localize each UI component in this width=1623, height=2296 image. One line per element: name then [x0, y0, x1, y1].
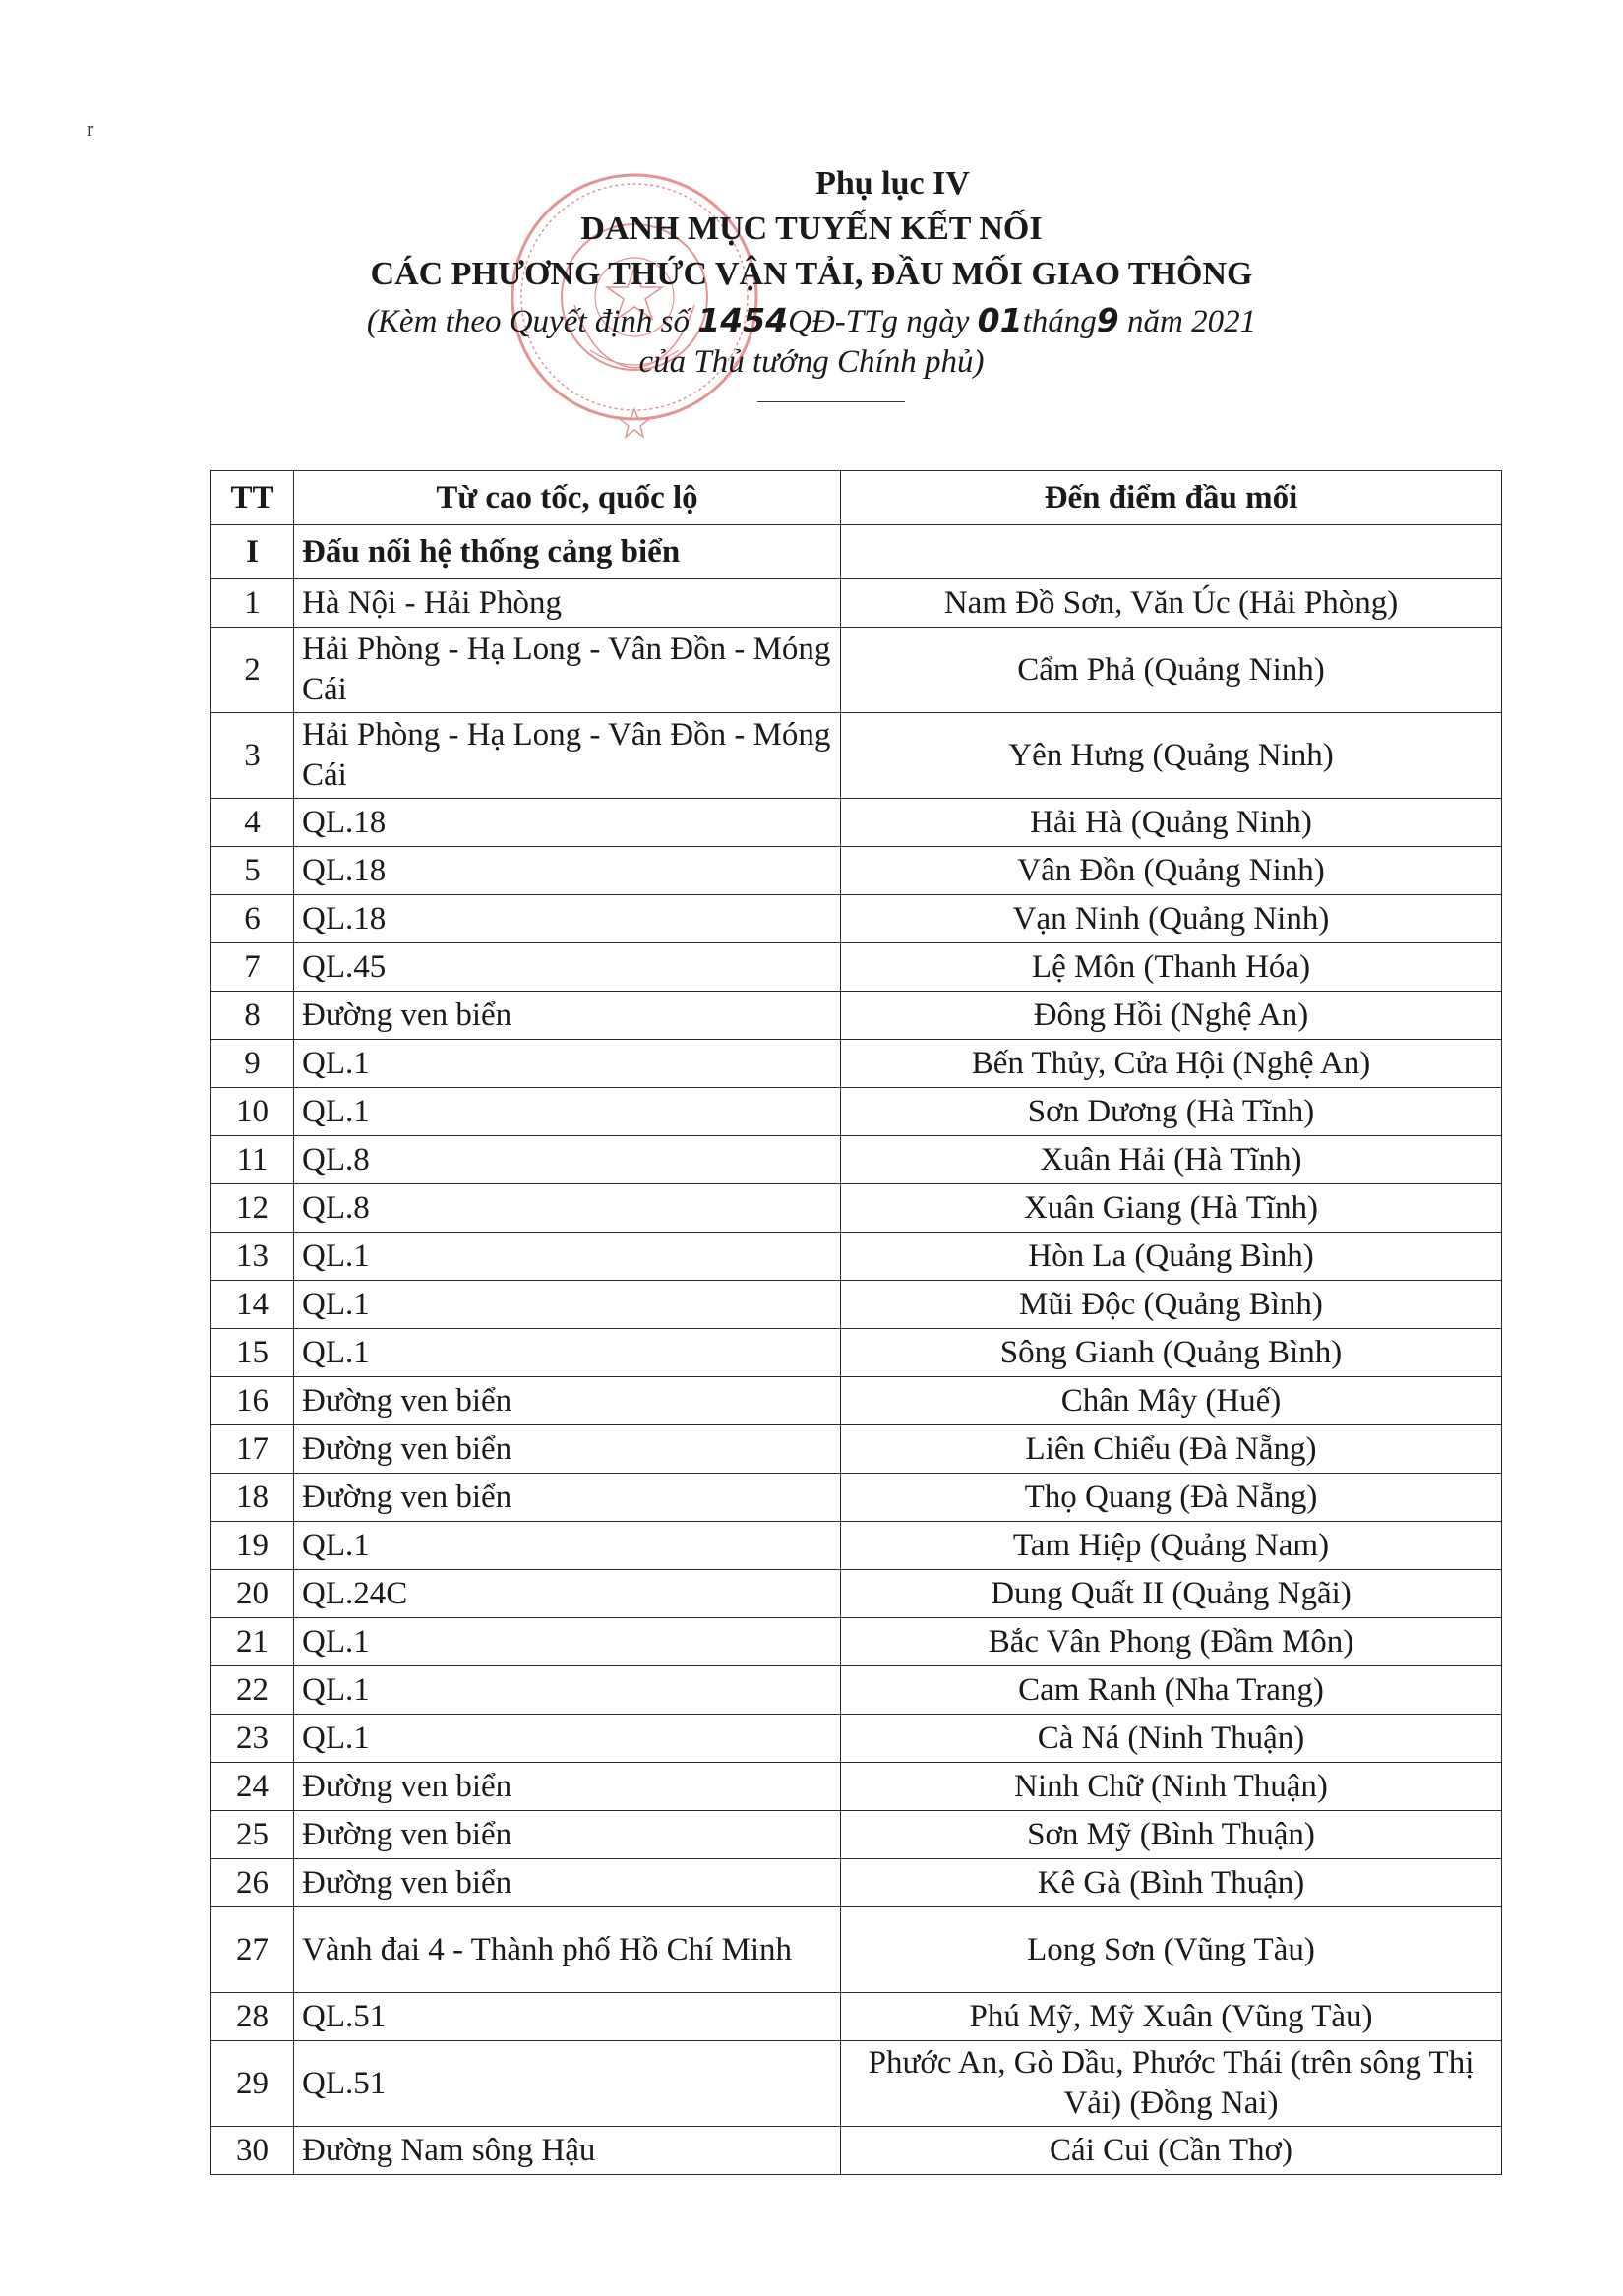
row-to-destination: Nam Đồ Sơn, Văn Úc (Hải Phòng) — [841, 579, 1502, 628]
table-row — [211, 1715, 1502, 1763]
table-row — [211, 943, 1502, 992]
row-number: 26 — [211, 1859, 294, 1907]
row-to-destination: Cái Cui (Cần Thơ) — [841, 2127, 1502, 2175]
table-row — [211, 1570, 1502, 1618]
row-from-route: Hà Nội - Hải Phòng — [294, 579, 841, 628]
row-to-destination: Cẩm Phả (Quảng Ninh) — [841, 628, 1502, 713]
row-to-destination: Phú Mỹ, Mỹ Xuân (Vũng Tàu) — [841, 1993, 1502, 2041]
row-to-destination: Thọ Quang (Đà Nẵng) — [841, 1474, 1502, 1522]
row-to-destination: Đông Hồi (Nghệ An) — [841, 992, 1502, 1040]
row-number: 16 — [211, 1377, 294, 1425]
row-number: 15 — [211, 1329, 294, 1377]
table-row — [211, 992, 1502, 1040]
row-from-route: Đường ven biển — [294, 1811, 841, 1859]
decision-month: 9 — [1096, 301, 1119, 339]
table-row — [211, 579, 1502, 628]
table-row — [211, 1763, 1502, 1811]
table-row — [211, 713, 1502, 799]
table-row — [211, 1184, 1502, 1233]
row-number: 18 — [211, 1474, 294, 1522]
decision-reference — [0, 301, 1623, 340]
section-row — [211, 525, 1502, 579]
table-row — [211, 1907, 1502, 1993]
row-from-route: QL.8 — [294, 1136, 841, 1184]
row-from-route: Hải Phòng - Hạ Long - Vân Đồn - Móng Cái — [294, 628, 841, 713]
row-to-destination: Sơn Dương (Hà Tĩnh) — [841, 1088, 1502, 1136]
row-from-route: QL.18 — [294, 847, 841, 895]
row-number: 5 — [211, 847, 294, 895]
row-number: 17 — [211, 1425, 294, 1474]
table-row — [211, 1281, 1502, 1329]
row-from-route: Đường ven biển — [294, 1859, 841, 1907]
row-from-route: QL.1 — [294, 1281, 841, 1329]
row-from-route: QL.45 — [294, 943, 841, 992]
row-number: 19 — [211, 1522, 294, 1570]
row-number: 29 — [211, 2041, 294, 2127]
table-row — [211, 1666, 1502, 1715]
table-row — [211, 1329, 1502, 1377]
row-from-route: QL.1 — [294, 1329, 841, 1377]
row-number: 14 — [211, 1281, 294, 1329]
row-number: 9 — [211, 1040, 294, 1088]
table-row — [211, 1859, 1502, 1907]
section-empty-cell — [841, 525, 1502, 579]
table-row — [211, 2127, 1502, 2175]
decision-prefix: (Kèm theo Quyết định số — [366, 304, 698, 339]
row-to-destination: Tam Hiệp (Quảng Nam) — [841, 1522, 1502, 1570]
row-from-route: QL.24C — [294, 1570, 841, 1618]
row-to-destination: Xuân Hải (Hà Tĩnh) — [841, 1136, 1502, 1184]
row-from-route: Đường ven biển — [294, 1425, 841, 1474]
row-number: 20 — [211, 1570, 294, 1618]
row-from-route: QL.1 — [294, 1522, 841, 1570]
decision-mid-1: QĐ-TTg ngày — [788, 304, 978, 339]
section-title: Đấu nối hệ thống cảng biển — [294, 525, 841, 579]
row-to-destination: Sơn Mỹ (Bình Thuận) — [841, 1811, 1502, 1859]
table-header-row — [211, 471, 1502, 525]
row-number: 3 — [211, 713, 294, 799]
column-header-to: Đến điểm đầu mối — [841, 471, 1502, 525]
row-from-route: QL.1 — [294, 1666, 841, 1715]
row-from-route: Đường Nam sông Hậu — [294, 2127, 841, 2175]
row-to-destination: Ninh Chữ (Ninh Thuận) — [841, 1763, 1502, 1811]
row-from-route: QL.1 — [294, 1618, 841, 1666]
row-number: 2 — [211, 628, 294, 713]
table-row — [211, 1377, 1502, 1425]
row-from-route: QL.51 — [294, 1993, 841, 2041]
row-to-destination: Mũi Độc (Quảng Bình) — [841, 1281, 1502, 1329]
row-to-destination: Cà Ná (Ninh Thuận) — [841, 1715, 1502, 1763]
decision-mid-2: tháng — [1022, 304, 1097, 339]
decision-suffix: năm 2021 — [1118, 304, 1257, 339]
row-to-destination: Liên Chiểu (Đà Nẵng) — [841, 1425, 1502, 1474]
row-to-destination: Kê Gà (Bình Thuận) — [841, 1859, 1502, 1907]
row-number: 8 — [211, 992, 294, 1040]
row-from-route: QL.1 — [294, 1233, 841, 1281]
row-to-destination: Vân Đồn (Quảng Ninh) — [841, 847, 1502, 895]
table-row — [211, 2041, 1502, 2127]
table-row — [211, 1811, 1502, 1859]
corner-mark: r — [87, 116, 94, 141]
row-from-route: QL.18 — [294, 799, 841, 847]
row-from-route: Đường ven biển — [294, 992, 841, 1040]
table-row — [211, 1040, 1502, 1088]
table-row — [211, 1136, 1502, 1184]
row-number: 22 — [211, 1666, 294, 1715]
column-header-from: Từ cao tốc, quốc lộ — [294, 471, 841, 525]
row-to-destination: Hải Hà (Quảng Ninh) — [841, 799, 1502, 847]
row-number: 10 — [211, 1088, 294, 1136]
row-to-destination: Hòn La (Quảng Bình) — [841, 1233, 1502, 1281]
row-number: 30 — [211, 2127, 294, 2175]
row-to-destination: Bắc Vân Phong (Đầm Môn) — [841, 1618, 1502, 1666]
row-number: 28 — [211, 1993, 294, 2041]
decision-number: 1454 — [697, 301, 789, 339]
row-number: 7 — [211, 943, 294, 992]
document-title-line-1: DANH MỤC TUYẾN KẾT NỐI — [580, 211, 1043, 247]
row-to-destination: Chân Mây (Huế) — [841, 1377, 1502, 1425]
table-row — [211, 1474, 1502, 1522]
row-to-destination: Xuân Giang (Hà Tĩnh) — [841, 1184, 1502, 1233]
row-number: 27 — [211, 1907, 294, 1993]
table-row — [211, 1522, 1502, 1570]
table-row — [211, 799, 1502, 847]
connection-table — [210, 470, 1502, 2175]
row-to-destination: Yên Hưng (Quảng Ninh) — [841, 713, 1502, 799]
header-divider — [757, 401, 905, 402]
table-row — [211, 1993, 1502, 2041]
row-from-route: QL.1 — [294, 1715, 841, 1763]
decision-issuer: của Thủ tướng Chính phủ) — [638, 344, 985, 380]
row-to-destination: Long Sơn (Vũng Tàu) — [841, 1907, 1502, 1993]
row-to-destination: Bến Thủy, Cửa Hội (Nghệ An) — [841, 1040, 1502, 1088]
row-from-route: QL.8 — [294, 1184, 841, 1233]
table-row — [211, 628, 1502, 713]
row-from-route: QL.1 — [294, 1040, 841, 1088]
table-row — [211, 847, 1502, 895]
row-to-destination: Cam Ranh (Nha Trang) — [841, 1666, 1502, 1715]
row-to-destination: Dung Quất II (Quảng Ngãi) — [841, 1570, 1502, 1618]
table-row — [211, 1425, 1502, 1474]
row-from-route: Hải Phòng - Hạ Long - Vân Đồn - Móng Cái — [294, 713, 841, 799]
row-number: 13 — [211, 1233, 294, 1281]
row-to-destination: Lệ Môn (Thanh Hóa) — [841, 943, 1502, 992]
row-to-destination: Phước An, Gò Dầu, Phước Thái (trên sông Thị Vải) (Đồng Nai) — [841, 2041, 1502, 2127]
table-row — [211, 1618, 1502, 1666]
row-from-route: Đường ven biển — [294, 1763, 841, 1811]
row-number: 24 — [211, 1763, 294, 1811]
table-row — [211, 895, 1502, 943]
row-number: 11 — [211, 1136, 294, 1184]
row-number: 12 — [211, 1184, 294, 1233]
row-to-destination: Sông Gianh (Quảng Bình) — [841, 1329, 1502, 1377]
row-from-route: QL.1 — [294, 1088, 841, 1136]
table-row — [211, 1088, 1502, 1136]
row-number: 4 — [211, 799, 294, 847]
row-number: 23 — [211, 1715, 294, 1763]
section-number: I — [211, 525, 294, 579]
row-from-route: Vành đai 4 - Thành phố Hồ Chí Minh — [294, 1907, 841, 1993]
table-body — [211, 525, 1502, 2175]
row-from-route: Đường ven biển — [294, 1474, 841, 1522]
table-row — [211, 1233, 1502, 1281]
document-title-line-2: CÁC PHƯƠNG THỨC VẬN TẢI, ĐẦU MỐI GIAO THÔNG — [370, 256, 1253, 292]
row-from-route: QL.51 — [294, 2041, 841, 2127]
row-from-route: QL.18 — [294, 895, 841, 943]
row-number: 6 — [211, 895, 294, 943]
row-number: 1 — [211, 579, 294, 628]
row-from-route: Đường ven biển — [294, 1377, 841, 1425]
appendix-label: Phụ lục IV — [815, 165, 970, 202]
column-header-tt: TT — [211, 471, 294, 525]
decision-day: 01 — [977, 301, 1023, 339]
row-number: 25 — [211, 1811, 294, 1859]
row-number: 21 — [211, 1618, 294, 1666]
row-to-destination: Vạn Ninh (Quảng Ninh) — [841, 895, 1502, 943]
